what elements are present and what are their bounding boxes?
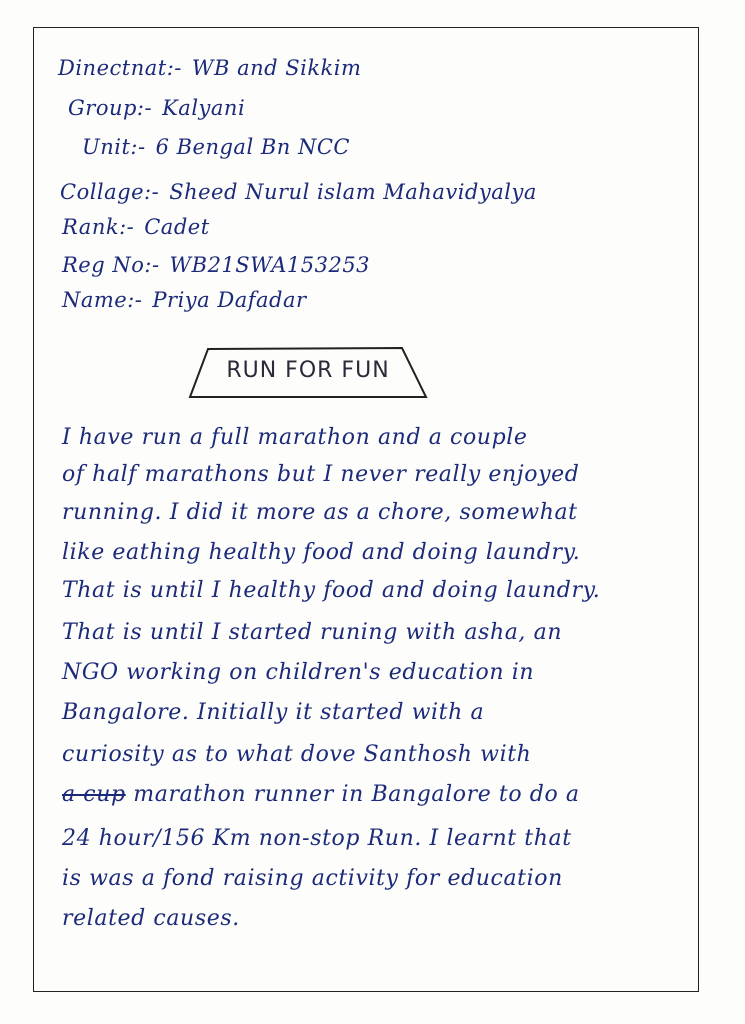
body-line-rest: marathon runner in Bangalore to do a — [133, 782, 580, 807]
body-line: related causes. — [62, 906, 240, 931]
field-value: Kalyani — [162, 96, 246, 120]
body-line: NGO working on children's education in — [62, 660, 535, 685]
field-group — [68, 96, 245, 120]
field-value: WB and Sikkim — [191, 56, 362, 80]
field-unit — [82, 135, 350, 159]
field-rank — [62, 215, 210, 239]
field-name — [62, 288, 307, 312]
struck-text: a cup — [62, 782, 126, 807]
field-value: Sheed Nurul islam Mahavidyalya — [169, 180, 537, 204]
field-value: 6 Bengal Bn NCC — [155, 135, 350, 159]
field-label: Collage:- — [60, 180, 160, 204]
body-line: of half marathons but I never really enjoyed — [62, 462, 580, 487]
body-line — [62, 782, 580, 807]
field-reg-no — [62, 253, 370, 277]
field-label: Unit:- — [82, 135, 146, 159]
body-line: running. I did it more as a chore, somewhat — [62, 500, 578, 525]
body-line: is was a fond raising activity for education — [62, 866, 563, 891]
field-directorate — [58, 56, 361, 80]
body-line: I have run a full marathon and a couple — [62, 425, 528, 450]
field-label: Name:- — [62, 288, 143, 312]
body-line: That is until I healthy food and doing laundry. — [62, 578, 601, 603]
field-value: WB21SWA153253 — [169, 253, 371, 277]
field-value: Cadet — [144, 215, 210, 239]
field-label: Dinectnat:- — [58, 56, 182, 80]
field-label: Group:- — [68, 96, 153, 120]
field-label: Reg No:- — [62, 253, 160, 277]
field-label: Rank:- — [62, 215, 135, 239]
page-title: RUN FOR FUN — [226, 358, 390, 383]
body-line: curiosity as to what dove Santhosh with — [62, 742, 532, 767]
field-value: Priya Dafadar — [152, 288, 307, 312]
body-line: 24 hour/156 Km non-stop Run. I learnt that — [62, 826, 572, 851]
body-line: That is until I started runing with asha, an — [62, 620, 563, 645]
body-line: like eathing healthy food and doing laundry. — [62, 540, 581, 565]
body-line: Bangalore. Initially it started with a — [62, 700, 485, 725]
field-college — [60, 180, 537, 204]
title-box — [188, 345, 428, 401]
